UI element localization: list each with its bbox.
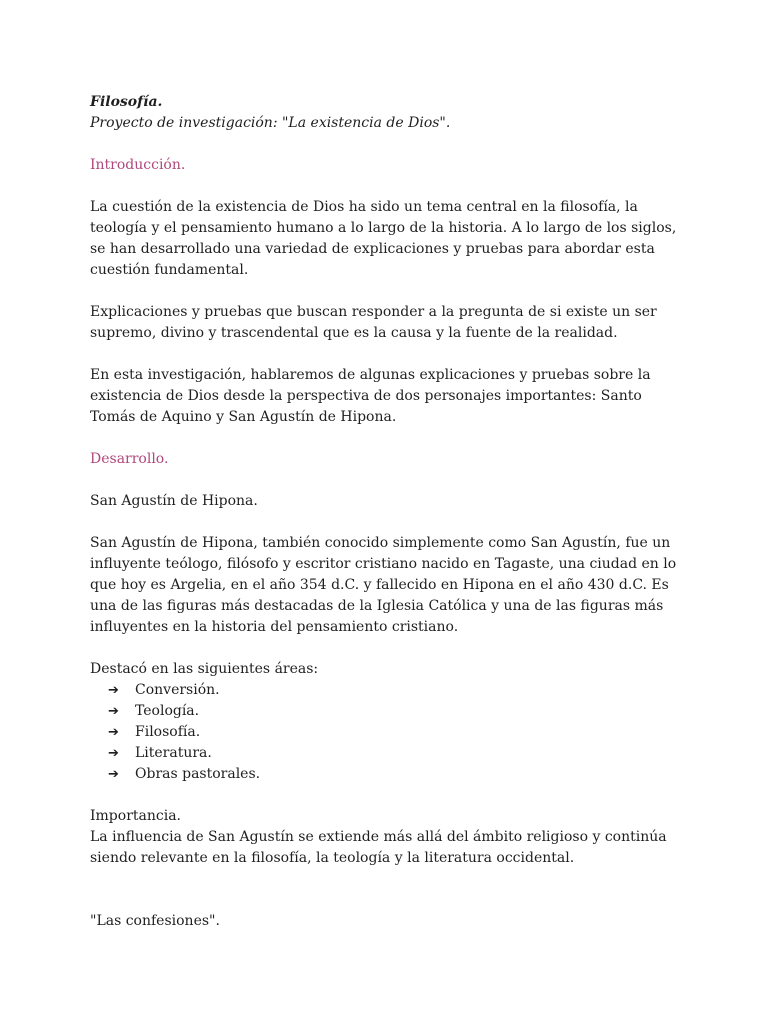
document-body [90,92,690,932]
area-label: Conversión. [135,682,220,698]
agustin-heading: San Agustín de Hipona. [90,493,258,509]
arrow-bullet-icon: ➔ [108,683,119,698]
importance-heading: Importancia. [90,808,181,824]
intro-paragraph-1: La cuestión de la existencia de Dios ha sido un tema central en la filosofía, la teología y el pensamiento humano a lo largo de la historia. A lo largo de los siglos, se han desarrollado una variedad de explicaciones y pruebas para abordar esta cuestión fundamental. [90,199,677,278]
intro-paragraph-3: En esta investigación, hablaremos de algunas explicaciones y pruebas sobre la existencia de Dios desde la perspectiva de dos personajes importantes: Santo Tomás de Aquino y San Agustín de Hipona. [90,367,651,425]
areas-intro: Destacó en las siguientes áreas: [90,661,319,677]
area-label: Obras pastorales. [135,766,261,782]
area-label: Filosofía. [135,724,201,740]
list-item [108,764,690,785]
arrow-bullet-icon: ➔ [108,725,119,740]
importance-text: La influencia de San Agustín se extiende más allá del ámbito religioso y continúa siendo relevante en la filosofía, la teología y la literatura occidental. [90,829,667,866]
list-item [108,743,690,764]
areas-list [90,680,690,785]
arrow-bullet-icon: ➔ [108,704,119,719]
arrow-bullet-icon: ➔ [108,767,119,782]
confessions-heading: "Las confesiones". [90,913,220,929]
development-heading: Desarrollo. [90,451,169,467]
area-label: Teología. [135,703,200,719]
intro-paragraph-2: Explicaciones y pruebas que buscan responder a la pregunta de si existe un ser supremo, divino y trascendental que es la causa y la fuente de la realidad. [90,304,657,341]
agustin-bio: San Agustín de Hipona, también conocido simplemente como San Agustín, fue un influyente teólogo, filósofo y escritor cristiano nacido en Tagaste, una ciudad en lo que hoy es Argelia, en el año 354 d.C. y fallecido en Hipona en el año 430 d.C. Es una de las figuras más destacadas de la Iglesia Católica y una de las figuras más influyentes en la historia del pensamiento cristiano. [90,535,677,635]
document-subtitle: Proyecto de investigación: "La existencia de Dios". [90,115,451,131]
intro-heading: Introducción. [90,157,186,173]
list-item [108,680,690,701]
area-label: Literatura. [135,745,212,761]
list-item [108,722,690,743]
arrow-bullet-icon: ➔ [108,746,119,761]
list-item [108,701,690,722]
document-title: Filosofía. [90,94,163,110]
